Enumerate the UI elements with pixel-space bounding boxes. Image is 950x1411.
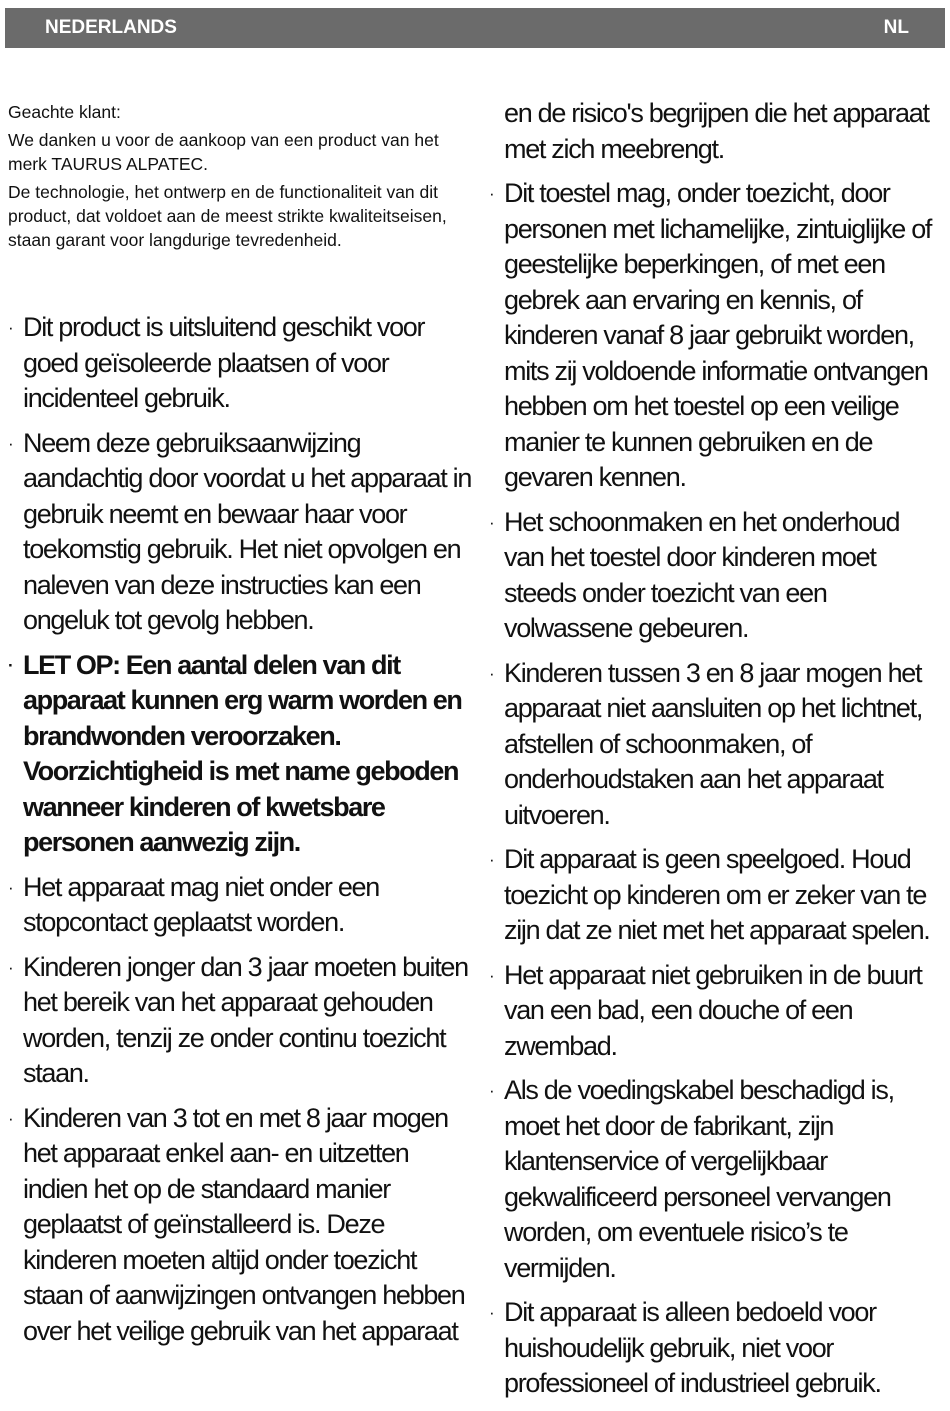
list-item: · Het schoonmaken en het onderhoud van het toestel door kinderen moet steeds onder toezicht van een volwassene gebeuren. [489,506,900,643]
greeting: Geachte klant: [8,102,121,122]
bullet: · [8,1108,14,1128]
technology-paragraph: De technologie, het ontwerp en de functionaliteit van dit product, dat voldoet aan de meest strikte kwaliteitseisen, staan garant voor langdurige tevredenheid. [8,182,447,250]
language-code: NL [883,17,909,38]
bullet: · [8,877,14,897]
bullet: · [8,655,14,675]
list-item-continuation: en de risico's begrijpen die het apparaat met zich meebrengt. [504,98,929,164]
bullet: · [489,965,495,985]
list-item: · Dit apparaat is alleen bedoeld voor huishoudelijk gebruik, niet voor professioneel of industrieel gebruik. [489,1297,881,1398]
section-header [5,8,945,48]
bullet: · [489,663,495,683]
language-label: NEDERLANDS [45,17,177,38]
bullet: · [8,318,14,337]
list-item: · Kinderen van 3 tot en met 8 jaar mogen het apparaat enkel aan- en uitzetten indien het op de standaard manier geplaatst of geïnstalleerd is. Deze kinderen moeten altijd onder toezicht staan of aanwijzingen ontvangen hebben over het veilige gebruik van het apparaat [8,1102,465,1346]
list-item: · Het apparaat mag niet onder een stopcontact geplaatst worden. [8,871,379,937]
bullet: · [8,433,14,453]
thanks-paragraph: We danken u voor de aankoop van een product van het merk TAURUS ALPATEC. [8,130,439,174]
list-item: · Als de voedingskabel beschadigd is, moet het door de fabrikant, zijn klantenservice of vergelijkbaar gekwalificeerd personeel vervangen worden, om eventuele risico’s te vermijden. [489,1075,894,1283]
list-item: · Kinderen jonger dan 3 jaar moeten buiten het bereik van het apparaat gehouden worden, tenzij ze onder continu toezicht staan. [8,951,468,1088]
warning-item: · LET OP: Een aantal delen van dit apparaat kunnen erg warm worden en brandwonden veroorzaken. Voorzichtigheid is met name geboden wanneer kinderen of kwetsbare personen aanwezig zijn. [8,649,462,857]
list-item: · Neem deze gebruiksaanwijzing aandachtig door voordat u het apparaat in gebruik neemt en bewaar haar voor toekomstig gebruik. Het niet opvolgen en naleven van deze instructies kan een ongeluk tot gevolg hebben. [8,427,472,635]
list-item: · Het apparaat niet gebruiken in de buurt van een bad, een douche of een zwembad. [489,959,922,1061]
list-item: · Dit product is uitsluitend geschikt voor goed geïsoleerde plaatsen of voor incidenteel gebruik. [8,312,425,413]
list-item: · Kinderen tussen 3 en 8 jaar mogen het apparaat niet aansluiten op het lichtnet, afstellen of schoonmaken, of onderhoudstaken aan het apparaat uitvoeren. [489,657,923,830]
list-item: · Dit toestel mag, onder toezicht, door personen met lichamelijke, zintuiglijke of geestelijke beperkingen, of met een gebrek aan ervaring en kennis, of kinderen vanaf 8 jaar gebruikt worden, mits zij voldoende informatie ontvangen hebben om het toestel op een veilige manier te kunnen gebruiken en de gevaren kennen. [489,178,932,492]
bullet: · [8,957,14,977]
bullet: · [489,850,495,869]
bullet: · [489,512,495,532]
right-column [489,96,944,1411]
list-item: · Dit apparaat is geen speelgoed. Houd toezicht op kinderen om er zeker van te zijn dat ze niet met het apparaat spelen. [489,844,930,945]
bullet: · [489,1081,495,1100]
left-column [8,310,478,1358]
bullet: · [489,1303,495,1322]
intro-text [8,100,463,256]
bullet: · [489,184,495,203]
